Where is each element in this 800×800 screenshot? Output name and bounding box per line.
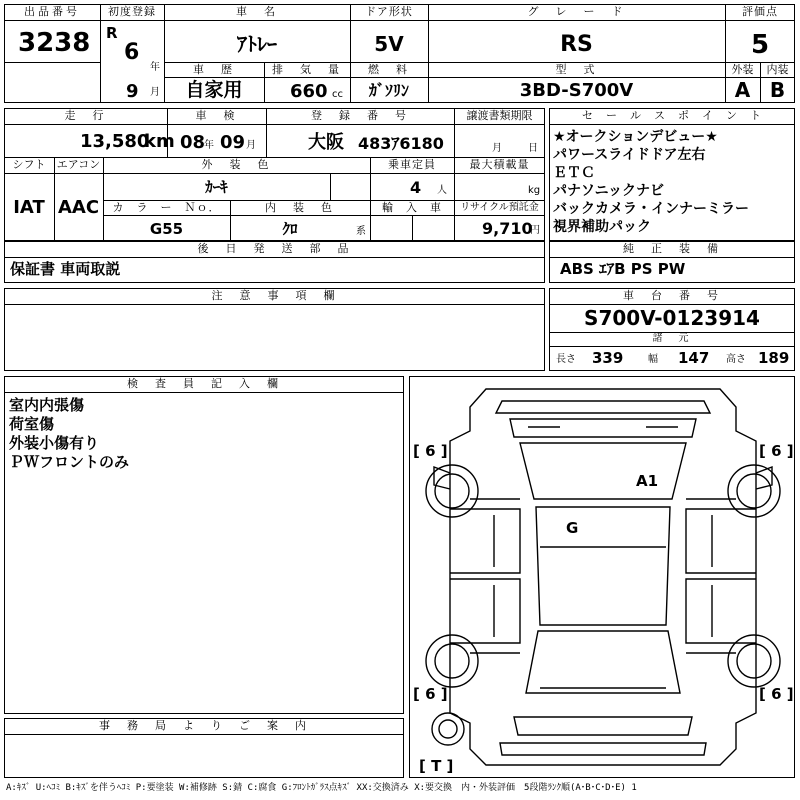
tire-rear-right: [ 6 ] [759, 685, 794, 703]
capacity-label: 乗車定員 [388, 158, 436, 171]
length: 339 [592, 349, 624, 367]
selling-point: パワースライドドア左右 [553, 147, 706, 163]
damage-mark-a1: A1 [636, 472, 659, 490]
car-outline-drawing [410, 377, 796, 779]
tire-front-left: [ 6 ] [413, 442, 448, 460]
height-label: 高さ [726, 354, 746, 365]
inspection-label: 車 検 [195, 109, 238, 122]
era: R [106, 24, 118, 42]
score: 5 [750, 30, 770, 60]
mileage-label: 走 行 [64, 109, 107, 122]
width-label: 幅 [648, 354, 658, 365]
color-number-label: カ ラ ー Ｎｏ． [112, 201, 221, 214]
grade: RS [560, 32, 593, 57]
first-registration-month: 9 [126, 81, 139, 102]
first-registration-label: 初度登録 [108, 5, 156, 18]
inspection-month-unit: 月 [246, 140, 256, 151]
inspection-year: 08 [180, 132, 206, 153]
door-type: 5V [374, 32, 404, 56]
history-label: 車 歴 [193, 63, 235, 76]
genuine-equipment-label: 純 正 装 備 [623, 242, 721, 255]
later-parts: 保証書 車両取説 [10, 260, 121, 278]
exterior-color: ｶｰｷ [205, 178, 228, 196]
car-name: ｱﾄﾚｰ [237, 32, 277, 56]
capacity-unit: 人 [437, 185, 447, 196]
width: 147 [678, 349, 710, 367]
selling-point: ★オークションデビュー★ [553, 129, 718, 145]
recycle-unit: 円 [530, 225, 540, 236]
recycle-deposit: 9,710 [482, 219, 533, 238]
grade-label: グ レ ー ド [527, 5, 626, 18]
exterior-label: 外装 [731, 63, 754, 76]
registration-number: 483ｱ6180 [358, 134, 444, 153]
tire-rear-left: [ 6 ] [413, 685, 448, 703]
lot-number-label: 出品番号 [24, 5, 80, 18]
selling-point: バックカメラ・インナーミラー [553, 201, 749, 217]
transfer-month-unit: 月 [492, 143, 502, 154]
later-parts-label: 後 日 発 送 部 品 [197, 242, 352, 255]
spec-label: 諸 元 [652, 333, 692, 344]
history: 自家用 [185, 79, 243, 101]
registration-number-label: 登 録 番 号 [311, 109, 409, 122]
transfer-deadline-label: 譲渡書類期限 [466, 109, 533, 122]
mileage-unit: km [144, 131, 175, 152]
exterior-color-label: 外 装 色 [201, 158, 272, 171]
displacement-unit: cc [332, 89, 343, 100]
model-code: 3BD-S700V [519, 80, 634, 101]
inspector-note: ＰＷフロントのみ [9, 453, 130, 471]
chassis-number: S700V-0123914 [584, 306, 760, 330]
car-name-label: 車 名 [236, 5, 278, 18]
interior-grade: B [769, 78, 786, 102]
selling-point: 視界補助パック [553, 219, 651, 235]
height: 189 [758, 349, 790, 367]
inspection-year-unit: 年 [204, 140, 214, 151]
import-car-label: 輸 入 車 [382, 201, 442, 214]
notes-label: 注 意 事 項 欄 [211, 289, 338, 302]
capacity: 4 [410, 178, 422, 197]
inspector-note: 荷室傷 [9, 415, 55, 433]
mileage: 13,580 [80, 131, 150, 152]
displacement: 660 [290, 81, 328, 102]
door-type-label: ドア形状 [365, 5, 413, 18]
legend: A:ｷｽﾞ U:ﾍｺﾐ B:ｷｽﾞを伴うﾍｺﾐ P:要塗装 W:補修跡 S:錆 C:腐食 G:ﾌﾛﾝﾄｶﾞﾗｽ点ｷｽﾞ XX:交換済み X:要交換 内・外装評価 5段階ﾗﾝｸ順(A･B･C･D･E) 1 [6, 783, 637, 793]
fuel-label: 燃 料 [368, 63, 410, 76]
tire-front-right: [ 6 ] [759, 442, 794, 460]
selling-point: パナソニックナビ [553, 183, 665, 199]
shift: IAT [13, 197, 45, 218]
selling-point: ＥＴＣ [553, 165, 595, 181]
recycle-deposit-label: リサイクル預託金 [460, 202, 539, 213]
exterior-grade: A [734, 78, 751, 102]
score-label: 評価点 [742, 5, 778, 18]
aircon: AAC [57, 197, 100, 218]
length-label: 長さ [556, 354, 576, 365]
displacement-label: 排 気 量 [272, 63, 342, 76]
shift-label: シフト [12, 158, 46, 171]
interior-color: ｸﾛ [282, 220, 298, 238]
inspector-note: 室内内張傷 [9, 396, 85, 414]
chassis-number-label: 車 台 番 号 [623, 289, 721, 302]
year-unit: 年 [150, 62, 160, 73]
selling-points-list [553, 128, 749, 236]
aircon-label: エアコン [56, 158, 101, 171]
interior-color-label: 内 装 色 [265, 201, 335, 214]
max-load-unit: kg [528, 185, 541, 196]
inspector-label: 検 査 員 記 入 欄 [127, 377, 281, 390]
selling-points-label: セ ー ル ス ポ イ ン ト [582, 109, 762, 122]
month-unit: 月 [150, 87, 160, 98]
inspection-month: 09 [220, 132, 246, 153]
transfer-day-unit: 日 [528, 143, 538, 154]
max-load-label: 最大積載量 [469, 158, 530, 171]
model-label: 型 式 [555, 63, 598, 76]
genuine-equipment: ABS ｴｱB PS PW [560, 260, 686, 278]
first-registration-year: 6 [124, 40, 140, 65]
color-number: G55 [149, 220, 184, 238]
damage-mark-g: G [566, 519, 579, 537]
inspector-notes [9, 396, 129, 472]
interior-color-unit: 系 [356, 226, 366, 237]
car-diagram [409, 376, 795, 778]
lot-number: 3238 [18, 28, 91, 58]
inspector-note: 外装小傷有り [9, 434, 100, 452]
office-notice-label: 事 務 局 よ り ご 案 内 [99, 719, 309, 732]
registration-city: 大阪 [308, 132, 344, 153]
spare-tire: [ T ] [419, 757, 454, 775]
interior-label: 内装 [766, 63, 789, 76]
fuel: ｶﾞｿﾘﾝ [368, 81, 409, 100]
